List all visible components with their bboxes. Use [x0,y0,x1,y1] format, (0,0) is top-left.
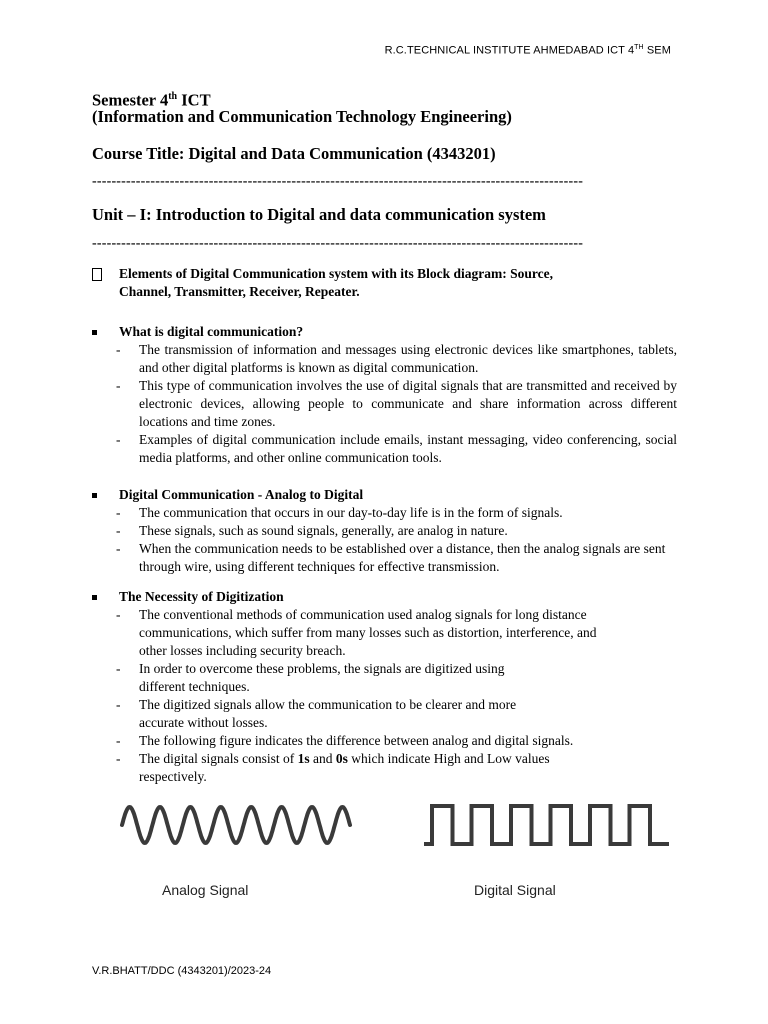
dash-bullet: - [116,733,121,748]
semester-prefix: Semester 4 [92,90,169,110]
dash-bullet: - [116,505,121,520]
list-item-text: The following figure indicates the difference between analog and digital signals. [139,733,574,748]
semester-suffix: ICT [177,90,211,110]
section-title [92,323,677,341]
elements-title-line1: Elements of Digital Communication system with its Block diagram: Source, [119,266,553,281]
square-bullet-icon [92,323,104,341]
digital-signal-label: Digital Signal [474,882,556,898]
list-item-text: In order to overcome these problems, the signals are digitized using different techniques. [139,661,505,694]
dash-bullet: - [116,378,121,393]
list-item-text: The communication that occurs in our day-to-day life is in the form of signals. [139,505,563,520]
list-item-text: which indicate High and Low values respectively. [139,751,550,784]
list-item-text: The digital signals consist of [139,751,298,766]
list-item-text: and [309,751,336,766]
list-item-text: The conventional methods of communication used analog signals for long distance communications, which suffer from many losses such as distortion, interference, and other losses including security breach. [139,607,597,658]
list-item [92,377,677,431]
analog-signal-label: Analog Signal [162,882,249,898]
bullet-list [92,504,677,576]
page-footer: V.R.BHATT/DDC (4343201)/2023-24 [92,965,272,977]
list-item-text: When the communication needs to be established over a distance, then the analog signals are sent through wire, using different techniques for effective transmission. [139,541,666,574]
divider-bottom: ----------------------------------------------------------------------------------------------------- [92,236,584,251]
dash-bullet: - [116,661,121,676]
semester-sup: th [168,91,178,102]
list-item-text: Examples of digital communication include emails, instant messaging, video conferencing, social media platforms, and other online communication tools. [139,432,677,465]
list-item-text: These signals, such as sound signals, generally, are analog in nature. [139,523,508,538]
section-title [92,588,677,606]
list-item [92,522,677,540]
elements-title [92,265,677,301]
dash-bullet: - [116,607,121,622]
bullet-list [92,341,677,467]
analog-signal-waveform [118,795,354,855]
list-item [92,504,677,522]
dash-bullet: - [116,697,121,712]
course-title: Course Title: Digital and Data Communication (4343201) [92,144,496,163]
dash-bullet: - [116,342,121,357]
section-title-text: What is digital communication? [119,324,304,339]
dash-bullet: - [116,541,121,556]
square-bullet-icon [92,486,104,504]
list-item-text: The digitized signals allow the communication to be clearer and more accurate without losses. [139,697,517,730]
divider-top: ----------------------------------------------------------------------------------------------------- [92,174,584,189]
dash-bullet: - [116,523,121,538]
elements-title-line2: Channel, Transmitter, Receiver, Repeater. [119,284,360,299]
bullet-list [92,606,677,786]
section-title-text: Digital Communication - Analog to Digital [119,487,364,502]
section-title-text: The Necessity of Digitization [119,589,284,604]
section-what-is-digital-communication [92,323,677,467]
list-item [92,341,677,377]
square-bullet-icon [92,588,104,606]
list-item-text: The transmission of information and messages using electronic devices like smartphones, tablets, and other digital platforms is known as digital communication. [139,342,677,375]
header-text: R.C.TECHNICAL INSTITUTE AHMEDABAD ICT 4 [384,44,635,57]
section-analog-to-digital [92,486,677,576]
list-item [92,540,677,576]
list-item-text: This type of communication involves the use of digital signals that are transmitted and received by electronic devices, allowing people to communicate and share information across different locations and time zones. [139,378,677,429]
program-heading: (Information and Communication Technology Engineering) [92,107,512,126]
bold-ones: 1s [297,751,310,766]
header-suffix: SEM [643,44,671,57]
digital-signal-waveform [422,800,678,850]
section-title [92,486,677,504]
list-item [92,431,677,467]
unit-title: Unit – I: Introduction to Digital and data communication system [92,205,546,224]
header-sup: TH [634,44,644,51]
list-item [92,750,677,786]
bold-zeros: 0s [335,751,348,766]
list-item [92,696,677,732]
page-header [385,44,671,57]
list-item [92,606,677,660]
dash-bullet: - [116,432,121,447]
section-necessity-of-digitization [92,588,677,786]
dash-bullet: - [116,751,121,766]
list-item [92,732,677,750]
list-item [92,660,677,696]
elements-section [92,265,677,301]
checkbox-icon [92,265,104,287]
